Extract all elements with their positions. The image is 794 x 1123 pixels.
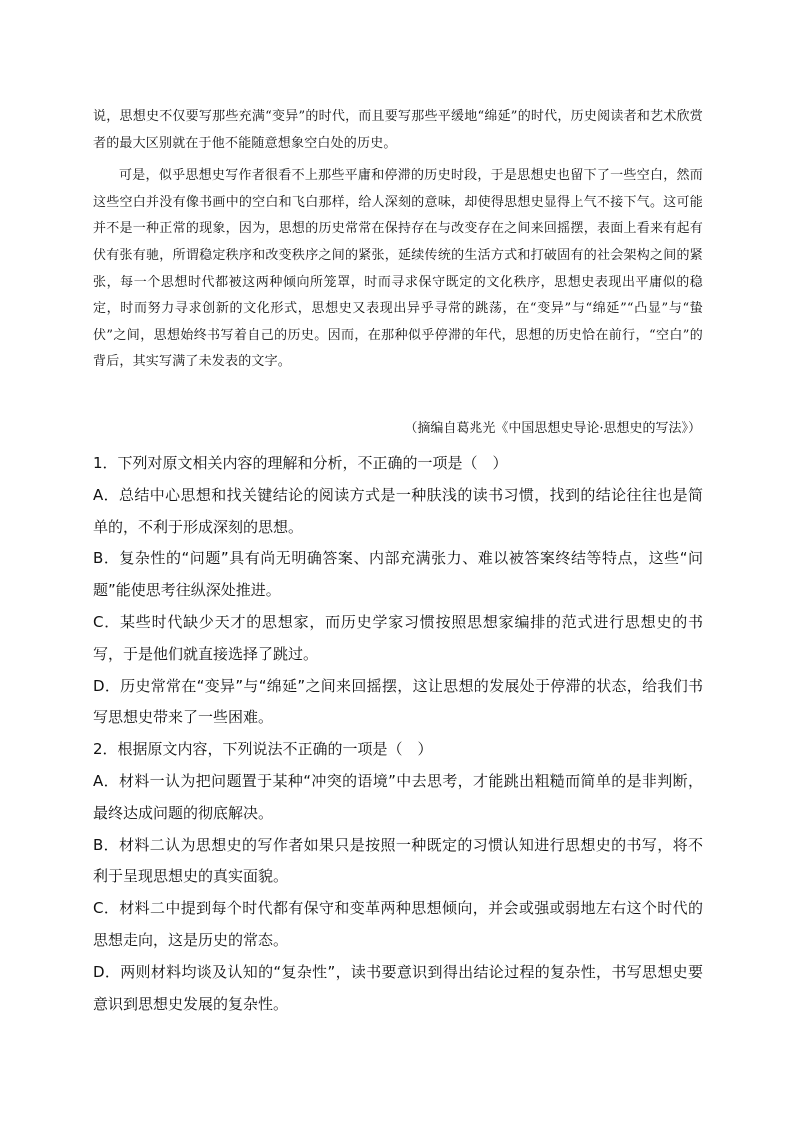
question-2-option-b: B．材料二认为思想史的写作者如果只是按照一种既定的习惯认知进行思想史的书写，将不利于呈现思想史的真实面貌。 [93,835,703,886]
passage-source: （摘编自葛兆光《中国思想史导论·思想史的写法》） [404,421,701,436]
question-1-option-c: C．某些时代缺少天才的思想家，而历史学家习惯按照思想家编排的范式进行思想史的书写，于是他们就直接选择了跳过。 [93,612,703,663]
question-1 [93,448,703,734]
question-1-option-d: D．历史常常在“变异”与“绵延”之间来回摇摆，这让思想的发展处于停滞的状态，给我们书写思想史带来了一些困难。 [93,676,703,727]
question-1-option-a: A．总结中心思想和找关键结论的阅读方式是一种肤浅的读书习惯，找到的结论往往也是简单的，不利于形成深刻的思想。 [93,485,703,536]
passage-paragraph-1: 说，思想史不仅要写那些充满“变异”的时代，而且要写那些平缓地“绵延”的时代，历史阅读者和艺术欣赏者的最大区别就在于他不能随意想象空白处的历史。 [93,109,703,151]
question-1-option-b: B．复杂性的“问题”具有尚无明确答案、内部充满张力、难以被答案终结等特点，这些“问题”能使思考往纵深处推进。 [93,549,703,600]
question-stem: 2．根据原文内容，下列说法不正确的一项是（ ） [93,740,433,759]
passage-paragraph-2: 可是，似乎思想史写作者很看不上那些平庸和停滞的历史时段，于是思想史也留下了一些空白，然而这些空白并没有像书画中的空白和飞白那样，给人深刻的意味，却使得思想史显得上气不接下气。这可能并不是一种正常的现象，因为，思想的历史常常在保持存在与改变存在之间来回摇摆，表面上看来有起有伏有张有驰，所谓稳定秩序和改变秩序之间的紧张，延续传统的生活方式和打破固有的社会架构之间的紧张，每一个思想时代都被这两种倾向所笼罩，时而寻求保守既定的文化秩序，思想史表现出平庸似的稳定，时而努力寻求创新的文化形式，思想史又表现出异乎寻常的跳荡，在“变异”与“绵延”“凸显”与“蛰伏”之间，思想始终书写着自己的历史。因而，在那种似乎停滞的年代，思想的历史恰在前行，“空白”的背后，其实写满了未发表的文字。 [93,168,703,370]
question-2 [93,734,703,1020]
question-stem: 1．下列对原文相关内容的理解和分析，不正确的一项是（ ） [93,454,508,472]
question-2-option-a: A．材料一认为把问题置于某种“冲突的语境”中去思考，才能跳出粗糙而简单的是非判断，最终达成问题的彻底解决。 [93,771,703,822]
question-list [93,448,703,1020]
question-2-option-d: D．两则材料均谈及认知的“复杂性”，读书要意识到得出结论过程的复杂性，书写思想史要意识到思想史发展的复杂性。 [93,962,703,1013]
question-2-option-c: C．材料二中提到每个时代都有保守和变革两种思想倾向，并会或强或弱地左右这个时代的思想走向，这是历史的常态。 [93,899,703,949]
reading-passage [93,104,703,376]
